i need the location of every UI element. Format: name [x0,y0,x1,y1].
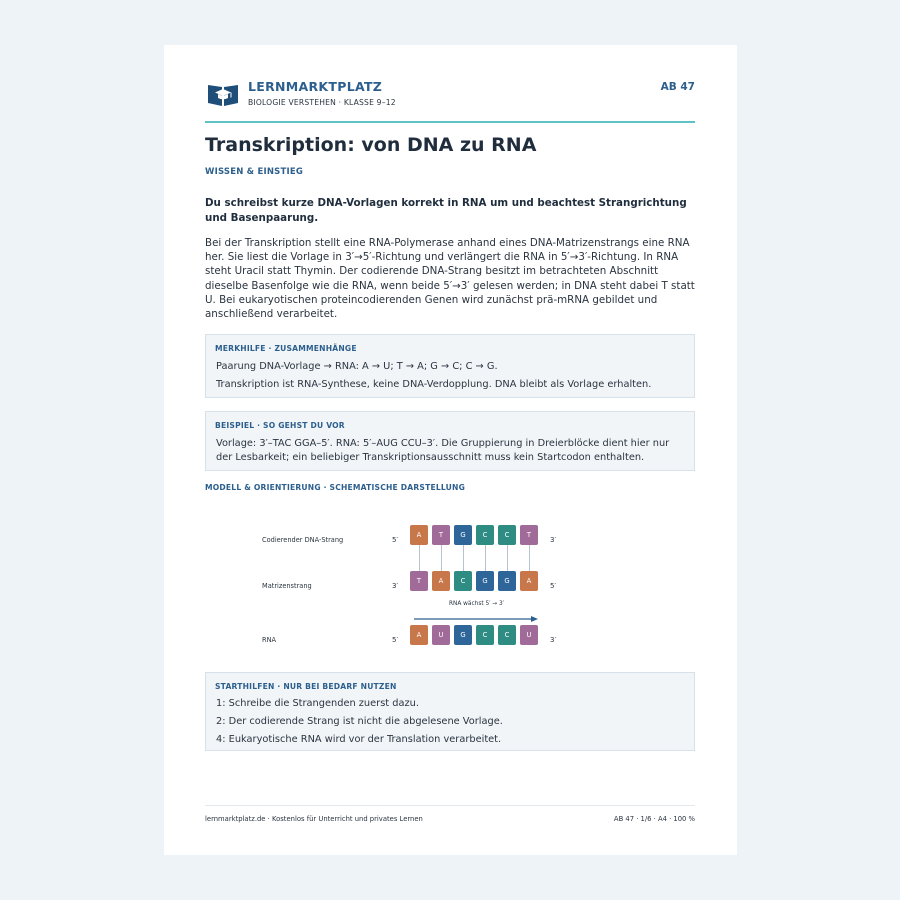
base-tile: C [454,571,472,591]
merkhilfe-heading: MERKHILFE · ZUSAMMENHÄNGE [215,344,357,353]
starthilfen-line: 1: Schreibe die Strangenden zuerst dazu. [216,698,419,709]
base-tile: G [454,625,472,645]
base-pair-line [529,545,530,571]
strand-end-left: 5′ [392,636,399,644]
intro-paragraph: Bei der Transkription stellt eine RNA-Polymerase anhand eines DNA-Matrizenstrangs eine RNA her. Sie liest die Vorlage in 3′→5′-Richtung und verlängert die RNA in 5′→3′-Richtung. In RNA steht Uracil statt Thymin. Der codierende DNA-Strang besitzt im betrachteten Abschnitt dieselbe Basenfolge wie die RNA, wenn beide 5′→3′ gelesen werden; in DNA steht dabei T statt U. Bei eukaryotischen proteincodierenden Genen wird zunächst prä-mRNA gebildet und anschließend verarbeitet. [205,237,695,321]
base-tile: C [498,625,516,645]
strand-end-left: 5′ [392,536,399,544]
learning-goal: Du schreibst kurze DNA-Vorlagen korrekt in RNA um und beachtest Strangrichtung und Basenpaarung. [205,197,687,224]
brand-subtitle: BIOLOGIE VERSTEHEN · KLASSE 9–12 [248,98,396,107]
brand-name: LERNMARKTPLATZ [248,79,383,94]
strand-end-left: 3′ [392,582,399,590]
base-tile: A [410,525,428,545]
footer-divider [205,805,695,806]
starthilfen-box [205,672,695,751]
model-heading: MODELL & ORIENTIERUNG · SCHEMATISCHE DARSTELLUNG [205,483,466,492]
beispiel-box [205,411,695,471]
base-tile: G [498,571,516,591]
rna-direction-label: RNA wächst 5′ → 3′ [449,601,505,607]
base-tile: U [520,625,538,645]
starthilfen-line: 4: Eukaryotische RNA wird vor der Translation verarbeitet. [216,734,502,745]
base-pair-line [419,545,420,571]
base-tile: T [432,525,450,545]
transcription-diagram [205,515,695,665]
base-tile: A [432,571,450,591]
base-tile: A [520,571,538,591]
row-label-template-strand: Matrizenstrang [262,582,312,590]
strand-end-right: 5′ [550,582,557,590]
base-tile: C [476,525,494,545]
worksheet-content [205,45,695,855]
base-tile: G [476,571,494,591]
merkhilfe-line: Paarung DNA-Vorlage → RNA: A → U; T → A; G → C; C → G. [216,361,498,372]
base-pair-line [485,545,486,571]
footer-right: AB 47 · 1/6 · A4 · 100 % [613,815,695,823]
book-graduation-cap-icon [207,81,239,107]
base-tile: C [498,525,516,545]
page-title: Transkription: von DNA zu RNA [205,134,537,156]
beispiel-text: Vorlage: 3′–TAC GGA–5′. RNA: 5′–AUG CCU–3′. Die Gruppierung in Dreierblöcke dient hier nur der Lesbarkeit; ein beliebiger Transkriptionsausschnitt muss kein Startcodon enthalten. [216,438,670,463]
strand-end-right: 3′ [550,536,557,544]
base-pair-line [507,545,508,571]
section-kicker: WISSEN & EINSTIEG [205,167,303,177]
base-tile: T [520,525,538,545]
base-tile: C [476,625,494,645]
merkhilfe-box [205,334,695,398]
base-tile: G [454,525,472,545]
merkhilfe-line: Transkription ist RNA-Synthese, keine DNA-Verdopplung. DNA bleibt als Vorlage erhalten. [216,379,652,390]
starthilfen-heading: STARTHILFEN · NUR BEI BEDARF NUTZEN [215,682,397,691]
footer-left: lernmarktplatz.de · Kostenlos für Unterricht und privates Lernen [205,815,423,823]
sheet-id: AB 47 [660,81,695,93]
beispiel-heading: BEISPIEL · SO GEHST DU VOR [215,421,345,430]
row-label-coding-strand: Codierender DNA-Strang [262,536,344,544]
base-pair-line [463,545,464,571]
base-tile: U [432,625,450,645]
strand-end-right: 3′ [550,636,557,644]
base-tile: A [410,625,428,645]
header-divider [205,121,695,123]
row-label-rna: RNA [262,636,277,644]
rna-direction-arrow [414,615,539,623]
base-tile: T [410,571,428,591]
worksheet-page [164,45,737,855]
starthilfen-line: 2: Der codierende Strang ist nicht die abgelesene Vorlage. [216,716,503,727]
base-pair-line [441,545,442,571]
